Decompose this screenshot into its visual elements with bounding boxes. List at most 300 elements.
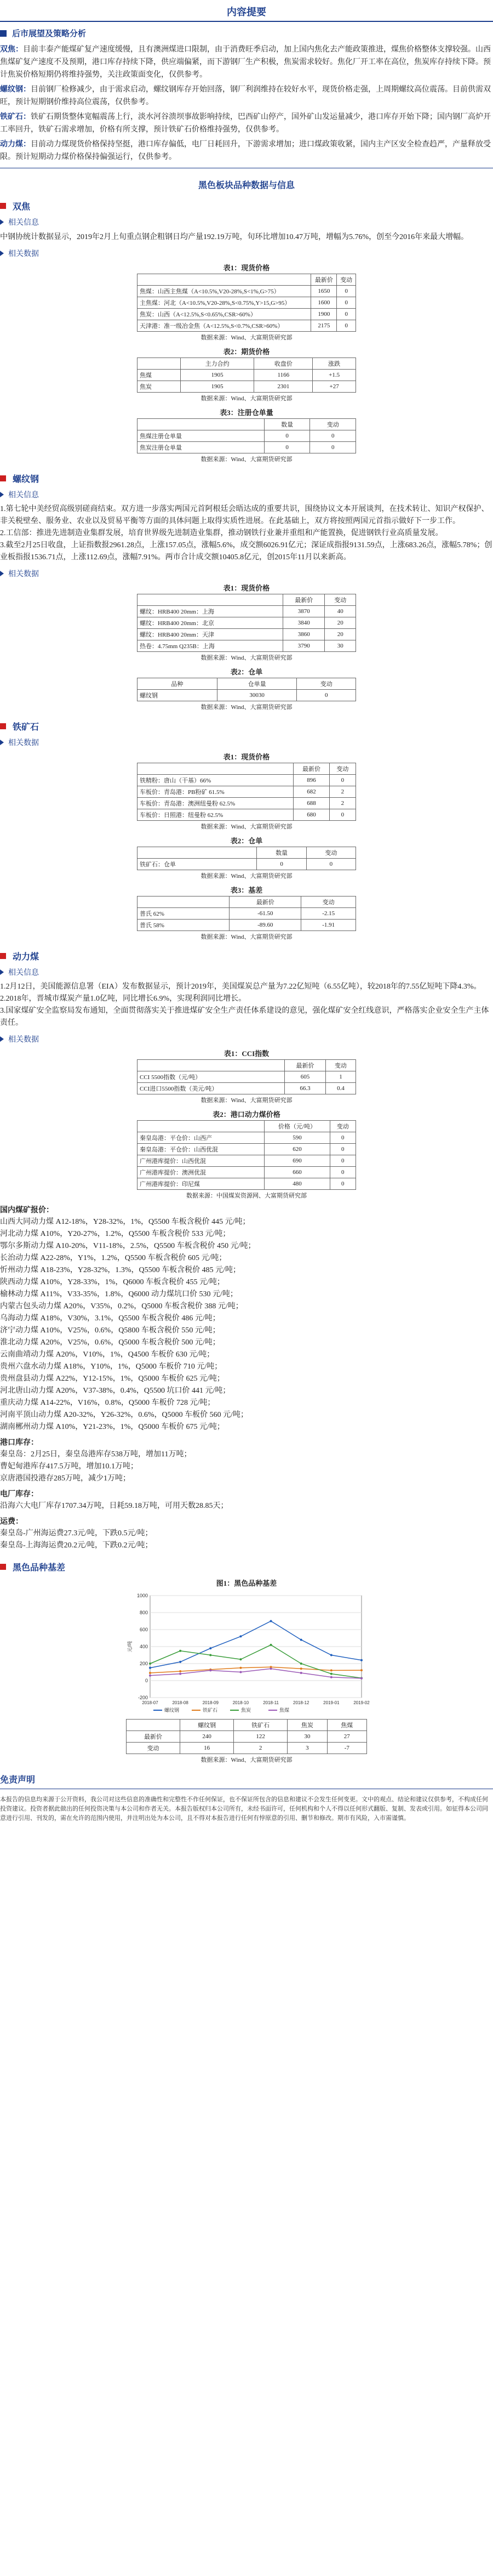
rebar-info-head <box>0 489 493 500</box>
table-row <box>137 908 356 920</box>
table-header-row <box>137 897 356 908</box>
domestic-price-item: 贵州盘县动力煤 A22%，Y12-15%，1%，Q5000 车板价 625 元/吨； <box>0 1375 225 1383</box>
summary-text: 铁矿石期货整体宽幅震荡上行，淡水河谷溃坝事故影响持续，巴西矿山停产，国外矿山发运量减少，港口库存开始下降；国内钢厂高炉开工率回升，铁矿石需求增加，价格有所支撑，预计铁矿石价格维持强势，仅供参考。 <box>0 113 491 134</box>
table-header-cell <box>137 1121 265 1132</box>
legend-label: 铁矿石 <box>203 1707 218 1713</box>
domestic-price-item: 忻州动力煤 A18-23%，Y28-32%，1.3%，Q5500 车板含税价 485 元/吨； <box>0 1266 241 1274</box>
data-point <box>209 1647 211 1649</box>
table-header-cell <box>137 358 181 370</box>
summary-label: 螺纹钢： <box>0 86 31 94</box>
triangle-bullet-icon <box>0 740 4 745</box>
table-header-cell: 变动 <box>306 847 356 859</box>
table-cell: 0 <box>337 286 356 297</box>
table-cell: 广州港库提价：印尼煤 <box>137 1178 265 1190</box>
data-point <box>239 1658 242 1660</box>
data-point <box>179 1650 181 1652</box>
table-header-cell: 焦炭 <box>288 1720 327 1731</box>
table-row <box>137 775 356 786</box>
table-cell: 30 <box>288 1731 327 1743</box>
iron-table-3 <box>137 884 356 941</box>
triangle-bullet-icon <box>0 492 4 497</box>
thermal-info-item: 3.国家煤矿安全监察局发布通知，全面贯彻落实关于推进煤矿安全生产责任体系建设的意见，强化煤矿安全红线意识，严格落实企业安全生产主体责任。 <box>0 1007 489 1027</box>
domestic-price-item: 贵州六盘水动力煤 A18%，Y10%，1%，Q5000 车板价 710 元/吨； <box>0 1363 222 1371</box>
table-header-cell: 数量 <box>257 847 306 859</box>
table-header-cell: 铁矿石 <box>234 1720 288 1731</box>
table-cell: 焦炭 <box>137 381 181 393</box>
table-header-cell <box>127 1720 180 1731</box>
freight-item: 秦皇岛-上海海运费20.2元/吨，下跌0.2元/吨； <box>0 1541 153 1550</box>
table-row <box>137 606 356 617</box>
table-cell: 螺纹钢 <box>137 690 217 701</box>
square-bullet-icon <box>0 30 7 37</box>
freight-list <box>0 1528 493 1552</box>
summary-section <box>0 27 493 163</box>
table-cell: 焦煤：山西主焦煤（A<10.5%,V20-28%,S<1%,G>75） <box>137 286 311 297</box>
legend-label: 螺纹钢 <box>164 1707 180 1713</box>
table-cell: 1650 <box>311 286 337 297</box>
table-source: 数据来源：Wind、大富期货研究部 <box>200 824 293 830</box>
thermal-heading <box>0 950 493 962</box>
table-cell: 16 <box>180 1743 234 1754</box>
data-point <box>300 1672 302 1674</box>
port-stock-item: 秦皇岛：2月25日，秦皇岛港库存538万吨，增加11万吨； <box>0 1450 192 1459</box>
table-cell: 480 <box>265 1178 330 1190</box>
summary-paragraphs <box>0 43 493 163</box>
y-tick-label: 600 <box>139 1627 148 1632</box>
table-cell: 广州港库提价：山西优混 <box>137 1155 265 1167</box>
x-tick-label: 2018-08 <box>172 1700 188 1705</box>
data-table <box>137 1059 356 1094</box>
table-header-cell: 最新价 <box>285 1060 326 1071</box>
y-tick-label: 800 <box>139 1610 148 1615</box>
data-point <box>179 1670 181 1672</box>
table-row <box>137 859 356 870</box>
table-title: 表2：仓单 <box>230 668 263 676</box>
y-tick-label: 0 <box>145 1678 148 1683</box>
rebar-heading <box>0 472 493 485</box>
table-cell: 0 <box>330 1155 356 1167</box>
rebar-info-items <box>0 503 493 564</box>
port-stock-item: 京唐港国投港存285万吨，减少1万吨； <box>0 1474 130 1483</box>
table-header-cell <box>137 1060 285 1071</box>
table-row <box>137 370 356 381</box>
table-cell: 2 <box>234 1743 288 1754</box>
data-point <box>149 1675 151 1677</box>
summary-heading <box>0 27 493 39</box>
coke-heading <box>0 200 493 212</box>
domestic-price-item: 山西大同动力煤 A12-18%，Y28-32%，1%，Q5500 车板含税价 445 元/吨； <box>0 1218 250 1226</box>
thermal-info-items <box>0 981 493 1029</box>
iron-data-head <box>0 737 493 748</box>
summary-label: 铁矿石： <box>0 113 31 121</box>
red-square-icon <box>0 723 6 729</box>
rebar-info-head-text: 相关信息 <box>8 491 39 500</box>
domestic-price-item: 济宁动力煤 A10%，V25%，0.6%，Q5800 车板含税价 550 元/吨； <box>0 1326 220 1335</box>
coke-table-3 <box>137 407 356 463</box>
thermal-section <box>0 950 493 1552</box>
table-header-row <box>137 847 356 859</box>
table-cell: 3870 <box>283 606 325 617</box>
table-title: 表2：仓单 <box>230 837 263 845</box>
table-cell: 688 <box>294 798 329 809</box>
disclaimer-text: 本报告的信息均来源于公开资料，我公司对这些信息的准确性和完整性不作任何保证，也不保证所包含的信息和建议不会发生任何变更。文中的观点、结论和建议仅供参考，不构成任何投资建议。投资者据此做出的任何投资决策与本公司和作者无关。本报告版权归本公司所有，未经书面许可，任何机构和个人不得以任何形式翻版、复制、发表或引用。如征得本公司同意进行引用、刊发的，需在允许的范围内使用，并注明出处为本公司，且不得对本报告进行任何有悖原意的引用、删节和修改。期市有风险，入市需谨慎。 <box>0 1796 488 1822</box>
table-title: 表2：港口动力煤价格 <box>213 1110 280 1119</box>
iron-heading-text: 铁矿石 <box>13 723 39 732</box>
summary-label: 双焦： <box>0 46 23 54</box>
x-tick-label: 2018-11 <box>263 1700 279 1705</box>
table-header-row <box>127 1720 367 1731</box>
table-cell: 20 <box>325 629 356 640</box>
data-point <box>149 1663 151 1665</box>
data-table <box>137 594 356 652</box>
freight-title: 运费： <box>0 1518 23 1526</box>
table-row <box>137 320 356 332</box>
y-tick-label: 1000 <box>136 1593 148 1598</box>
data-table <box>137 896 356 931</box>
data-table <box>137 274 356 332</box>
freight-item: 秦皇岛-广州海运费27.3元/吨，下跌0.5元/吨； <box>0 1529 153 1537</box>
table-cell: 焦炭注册仓单量 <box>137 442 265 453</box>
table-cell: 0 <box>330 1144 356 1155</box>
table-source: 数据来源：Wind、大富期货研究部 <box>200 704 293 711</box>
iron-data-head-text: 相关数据 <box>8 739 39 747</box>
table-header-row <box>137 1060 356 1071</box>
table-header-cell <box>137 419 265 430</box>
data-point <box>330 1673 333 1675</box>
domestic-price-item: 陕西动力煤 A10%，Y28-33%，1%，Q6000 车板含税价 455 元/吨； <box>0 1278 225 1286</box>
table-row <box>137 690 356 701</box>
table-title: 表3：注册仓单量 <box>220 408 273 417</box>
domestic-price-list <box>0 1216 493 1433</box>
table-source: 数据来源：Wind、大富期货研究部 <box>200 456 293 463</box>
thermal-table-1 <box>137 1048 356 1104</box>
data-point <box>149 1667 151 1669</box>
summary-heading-text: 后市展望及策略分析 <box>12 30 87 38</box>
table-cell: 车板价：青岛港：PB粉矿 61.5% <box>137 786 294 798</box>
plant-stock-item: 沿海六大电厂库存1707.34万吨，日耗59.18万吨，可用天数28.85天； <box>0 1502 228 1510</box>
port-stock-item: 曹妃甸港库存417.5万吨，增加10.1万吨； <box>0 1462 138 1471</box>
table-header-cell <box>137 594 283 606</box>
basis-chart <box>126 1578 370 1764</box>
table-cell: 1905 <box>180 381 254 393</box>
data-point <box>270 1644 272 1646</box>
table-source: 数据来源：Wind、大富期货研究部 <box>200 655 293 661</box>
table-header-cell: 变动 <box>301 897 356 908</box>
x-tick-label: 2019-01 <box>323 1700 340 1705</box>
table-row <box>137 1083 356 1094</box>
domestic-price-item: 淮北动力煤 A20%，V25%，0.6%，Q5000 车板含税价 500 元/吨； <box>0 1338 220 1347</box>
table-row <box>127 1731 367 1743</box>
table-header-cell: 主力合约 <box>180 358 254 370</box>
coke-table-1 <box>137 262 356 342</box>
table-cell: 896 <box>294 775 329 786</box>
data-point <box>179 1661 181 1663</box>
summary-paragraph <box>0 111 493 136</box>
table-source: 数据来源：Wind、大富期货研究部 <box>200 1097 293 1104</box>
thermal-info-item: 2.2018年，晋城市煤炭产量1.0亿吨，同比增长6.9%，实现利润同比增长。 <box>0 995 246 1003</box>
table-row <box>137 309 356 320</box>
domestic-price-item: 河南平顶山动力煤 A20-32%，Y26-32%，0.6%，Q5000 车板价 560 元/吨； <box>0 1411 249 1419</box>
iron-heading <box>0 720 493 733</box>
rebar-data-head-text: 相关数据 <box>8 570 39 578</box>
data-point <box>149 1672 151 1674</box>
table-source: 数据来源：Wind、大富期货研究部 <box>200 934 293 940</box>
thermal-data-head-text: 相关数据 <box>8 1036 39 1044</box>
coke-info-text: 中钢协统计数据显示，2019年2月上旬重点钢企粗钢日均产量192.19万吨，旬环比增加10.47万吨，增幅为5.76%，创至今2016年来最大增幅。 <box>0 233 469 241</box>
triangle-bullet-icon <box>0 571 4 576</box>
iron-table-1 <box>137 751 356 831</box>
table-cell: 天津港：准一级冶金焦（A<12.5%,S<0.7%,CSR>60%） <box>137 320 311 332</box>
data-table <box>137 678 356 701</box>
data-table <box>137 763 356 821</box>
y-tick-label: 200 <box>139 1661 148 1666</box>
table-cell: 0 <box>310 442 356 453</box>
table-row <box>137 1167 356 1178</box>
table-cell: 普氏 58% <box>137 920 230 931</box>
table-header-cell: 变动 <box>337 274 356 286</box>
table-cell: 0 <box>264 430 310 442</box>
table-cell: 焦煤注册仓单量 <box>137 430 265 442</box>
table-row <box>137 640 356 652</box>
rebar-table-2 <box>137 666 356 711</box>
main-title: 黑色板块品种数据与信息 <box>198 181 295 190</box>
table-cell: 690 <box>265 1155 330 1167</box>
table-cell: 0 <box>297 690 356 701</box>
x-tick-label: 2018-10 <box>232 1700 249 1705</box>
table-cell: CCI 5500指数（元/吨） <box>137 1071 285 1083</box>
table-header-cell <box>137 847 257 859</box>
table-cell: 热卷：4.75mm Q235B：上海 <box>137 640 283 652</box>
table-header-cell: 收盘价 <box>254 358 313 370</box>
table-cell: 0 <box>337 297 356 309</box>
table-row <box>137 809 356 821</box>
data-point <box>360 1669 363 1671</box>
summary-text: 目前丰泰产能煤矿复产速度缓慢，且有澳洲煤进口限制，由于消费旺季启动，加上国内焦化去产能政策推进，煤焦价格整体支撑较强。山西焦煤矿复产速度不及预期，港口库存持续下降，供应端偏紧，而下游钢厂生产积极，焦炭需求较好。焦化厂开工率在高位，焦炭库存持续下降。预计焦炭价格短期仍将维持强势，关注政策面变化，仅供参考。 <box>0 46 491 79</box>
table-header-row <box>137 1121 356 1132</box>
domestic-price-item: 乌海动力煤 A18%，V30%，3.1%，Q5500 车板含税价 486 元/吨； <box>0 1314 220 1323</box>
table-row <box>137 1144 356 1155</box>
table-header-cell <box>137 274 311 286</box>
y-tick-label: 400 <box>139 1644 148 1649</box>
data-point <box>330 1669 333 1671</box>
table-cell: 660 <box>265 1167 330 1178</box>
red-square-icon <box>0 203 6 209</box>
table-cell: 0 <box>329 775 356 786</box>
table-title: 表1：现货价格 <box>223 584 270 592</box>
triangle-bullet-icon <box>0 969 4 975</box>
legend-label: 焦炭 <box>241 1707 251 1713</box>
table-row <box>137 381 356 393</box>
rebar-info-item: 3.截至2月25日收盘，上证指数报2961.28点，上涨157.05点，涨幅5.6%，成交额6026.91亿元；深证成指报9131.59点，上涨683.26点，涨幅5.78%；创业板指报1536.71点，上涨112.69点，涨幅7.91%。两市合计成交额10405.8亿元，创2015年11月以来新高。 <box>0 541 492 561</box>
summary-text: 目前动力煤现货价格保持坚挺，港口库存偏低，电厂日耗回升，下游需求增加；进口煤政策收紧，国内主产区安全检查趋严，产量释放受限。预计短期动力煤价格保持偏强运行，仅供参考。 <box>0 140 491 161</box>
coke-section <box>0 200 493 463</box>
table-row <box>137 1132 356 1144</box>
data-point <box>300 1667 302 1670</box>
table-cell: 0 <box>310 430 356 442</box>
table-cell: 590 <box>265 1132 330 1144</box>
summary-text: 目前钢厂检修减少，由于需求启动，螺纹钢库存开始回落，钢厂利润维持在较好水平，现货价格走强，上周期螺纹高位震荡。目前供需双旺，预计短期钢价维持高位震荡，仅供参考。 <box>0 86 491 106</box>
summary-label: 动力煤： <box>0 140 31 149</box>
table-header-cell: 变动 <box>325 594 356 606</box>
data-point <box>270 1667 272 1670</box>
table-header-row <box>137 594 356 606</box>
data-point <box>300 1639 302 1641</box>
table-row <box>137 297 356 309</box>
domestic-price-item: 鄂尔多斯动力煤 A10-20%，V11-18%，2.5%，Q5500 车板含税价 450 元/吨； <box>0 1242 256 1250</box>
basis-heading-text: 黑色品种基差 <box>13 1563 66 1573</box>
table-header-row <box>137 419 356 430</box>
thermal-info-head <box>0 967 493 978</box>
table-cell: 秦皇岛港：平仓价：山西优混 <box>137 1144 265 1155</box>
table-header-cell: 变动 <box>310 419 356 430</box>
table-row <box>137 617 356 629</box>
rebar-info-item: 2.工信部：推进先进制造业集群发展，培育世界级先进制造业集群，推动钢铁行业兼并重组和产能置换，促进钢铁行业高质量发展。 <box>0 529 443 537</box>
table-cell: -89.60 <box>230 920 301 931</box>
table-row <box>137 798 356 809</box>
table-cell: 27 <box>327 1731 366 1743</box>
red-square-icon <box>0 1564 6 1570</box>
table-header-cell: 价格（元/吨） <box>265 1121 330 1132</box>
table-cell: 2301 <box>254 381 313 393</box>
table-cell: 0 <box>264 442 310 453</box>
data-point <box>300 1663 302 1665</box>
x-tick-label: 2018-12 <box>293 1700 309 1705</box>
table-cell: 682 <box>294 786 329 798</box>
table-header-cell: 数量 <box>264 419 310 430</box>
table-header-cell: 最新价 <box>294 763 329 775</box>
table-cell: 秦皇岛港：平仓价：山西产 <box>137 1132 265 1144</box>
table-cell: 焦炭：山西（A<12.5%,S<0.65%,CSR>60%） <box>137 309 311 320</box>
domestic-title: 国内煤矿报价： <box>0 1206 54 1215</box>
table-header-cell: 仓单量 <box>217 678 297 690</box>
table-cell: 普氏 62% <box>137 908 230 920</box>
rebar-section <box>0 472 493 711</box>
table-source: 数据来源：Wind、大富期货研究部 <box>200 334 293 341</box>
domestic-price-item: 内蒙古包头动力煤 A20%，V35%，0.2%，Q5000 车板含税价 388 元/吨； <box>0 1302 243 1310</box>
table-cell: 680 <box>294 809 329 821</box>
legend-label: 焦煤 <box>279 1707 290 1713</box>
table-header-cell <box>137 897 230 908</box>
table-header-row <box>137 274 356 286</box>
table-title: 表1：现货价格 <box>223 753 270 761</box>
domestic-price-item: 重庆动力煤 A14-22%，V16%，0.8%，Q5000 车板价 728 元/吨； <box>0 1399 215 1407</box>
table-cell: 1600 <box>311 297 337 309</box>
table-cell: 605 <box>285 1071 326 1083</box>
table-cell: -2.15 <box>301 908 356 920</box>
table-cell: 620 <box>265 1144 330 1155</box>
table-row <box>137 1071 356 1083</box>
rebar-heading-text: 螺纹钢 <box>13 475 39 484</box>
table-cell: -1.91 <box>301 920 356 931</box>
table-cell: 0.4 <box>325 1083 356 1094</box>
x-tick-label: 2018-07 <box>142 1700 158 1705</box>
table-cell: 2 <box>329 798 356 809</box>
table-cell: 3840 <box>283 617 325 629</box>
rebar-table-1 <box>137 582 356 662</box>
table-row <box>137 629 356 640</box>
table-cell: 铁矿石：仓单 <box>137 859 257 870</box>
red-square-icon <box>0 475 6 481</box>
table-cell: 0 <box>330 1178 356 1190</box>
data-point <box>209 1654 211 1656</box>
data-point <box>209 1669 211 1671</box>
domestic-price-item: 榆林动力煤 A11%，V33-35%，1.8%，Q6000 动力煤坑口价 530 元/吨； <box>0 1290 238 1298</box>
table-cell: 0 <box>337 320 356 332</box>
table-source: 数据来源：Wind、大富期货研究部 <box>200 873 293 880</box>
y-tick-label: -200 <box>137 1695 148 1700</box>
table-cell: 2 <box>329 786 356 798</box>
table-header-cell: 焦煤 <box>327 1720 366 1731</box>
domestic-price-item: 云南曲靖动力煤 A20%，V10%，1%，Q4500 车板价 630 元/吨； <box>0 1351 215 1359</box>
summary-paragraph <box>0 138 493 163</box>
table-header-cell: 最新价 <box>311 274 337 286</box>
table-header-row <box>137 678 356 690</box>
table-cell: 1905 <box>180 370 254 381</box>
data-table <box>137 1120 356 1190</box>
table-cell: 螺纹：HRB400 20mm：天津 <box>137 629 283 640</box>
basis-section <box>0 1561 493 1764</box>
table-cell: 0 <box>330 1167 356 1178</box>
table-title: 表1：现货价格 <box>223 264 270 272</box>
data-point <box>330 1654 333 1656</box>
data-point <box>239 1667 242 1669</box>
title-rule <box>0 21 493 22</box>
thermal-data-head <box>0 1034 493 1045</box>
table-cell: 铁精粉：唐山（干基）66% <box>137 775 294 786</box>
disclaimer-heading: 免责声明 <box>0 1775 36 1785</box>
data-point <box>239 1635 242 1637</box>
domestic-price-item: 河北动力煤 A10%，Y20-27%，1.2%，Q5500 车板含税价 533 元/吨； <box>0 1230 231 1238</box>
table-header-row <box>137 763 356 775</box>
table-cell: -61.50 <box>230 908 301 920</box>
table-title: 表3：基差 <box>230 886 263 894</box>
table-cell: 广州港库提价：澳洲优混 <box>137 1167 265 1178</box>
coke-data-head <box>0 248 493 259</box>
table-cell: 主焦煤：河北（A<10.5%,V20-28%,S<0.75%,Y>15,G>95） <box>137 297 311 309</box>
table-row <box>137 430 356 442</box>
table-cell: 122 <box>234 1731 288 1743</box>
table-header-cell: 变动 <box>297 678 356 690</box>
thermal-table-2 <box>137 1109 356 1200</box>
coke-heading-text: 双焦 <box>13 202 31 212</box>
triangle-bullet-icon <box>0 219 4 225</box>
triangle-bullet-icon <box>0 1036 4 1042</box>
table-cell: +27 <box>313 381 356 393</box>
rebar-data-head <box>0 568 493 579</box>
table-header-cell: 变动 <box>329 763 356 775</box>
table-row <box>137 786 356 798</box>
table-header-cell: 品种 <box>137 678 217 690</box>
thermal-info-item: 1.2月12日，美国能源信息署（EIA）发布数据显示，预计2019年，美国煤炭总产量为7.22亿短吨（6.55亿吨），较2018年的7.55亿短吨下降4.3%。 <box>0 983 481 991</box>
table-cell: 30 <box>325 640 356 652</box>
thermal-heading-text: 动力煤 <box>13 952 39 962</box>
data-table <box>137 358 356 393</box>
table-header-cell: 变动 <box>325 1060 356 1071</box>
x-tick-label: 2019-02 <box>353 1700 370 1705</box>
summary-paragraph <box>0 43 493 81</box>
data-point <box>270 1620 272 1622</box>
basis-source: 数据来源：Wind、大富期货研究部 <box>200 1757 293 1763</box>
table-cell: CCI进口5500指数（美元/吨） <box>137 1083 285 1094</box>
table-cell: 车板价：青岛港：澳洲纽曼粉 62.5% <box>137 798 294 809</box>
iron-section <box>0 720 493 941</box>
domestic-price-item: 湖南郴州动力煤 A10%，Y21-23%，1%，Q5000 车板价 675 元/吨； <box>0 1423 225 1431</box>
table-cell: 最新价 <box>127 1731 180 1743</box>
table-cell: 20 <box>325 617 356 629</box>
coke-table-2 <box>137 346 356 402</box>
table-cell: 0 <box>306 859 356 870</box>
basis-chart-svg <box>126 1590 370 1716</box>
